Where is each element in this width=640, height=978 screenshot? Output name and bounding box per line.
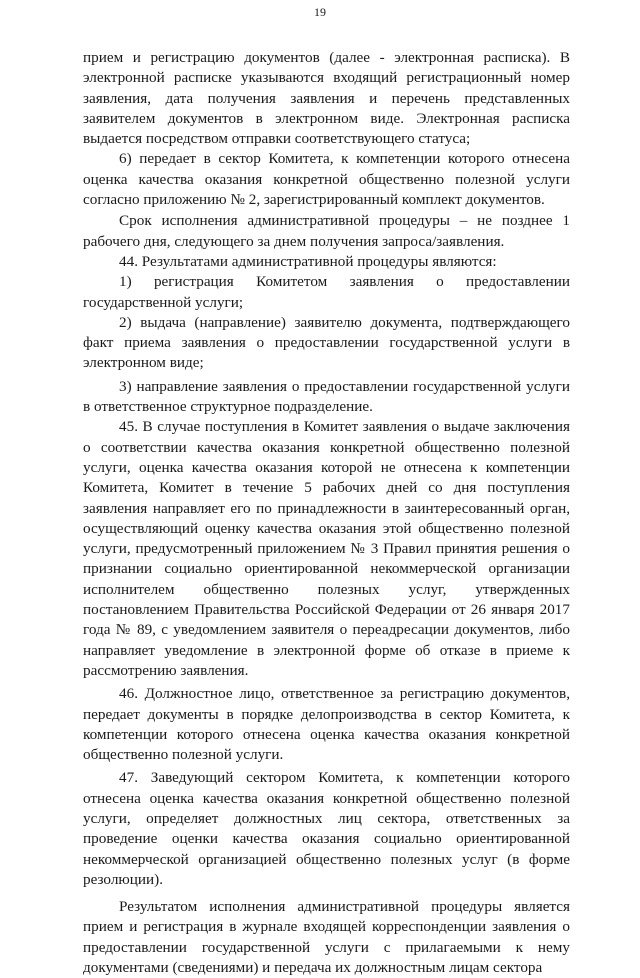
page-number: 19 <box>314 5 326 19</box>
paragraph-result-2: 2) выдача (направление) заявителю документа, подтверждающего факт приема заявления о предоставлении государственной услуги в электронном виде; <box>83 313 570 372</box>
paragraph-deadline: Срок исполнения административной процедуры – не позднее 1 рабочего дня, следующего за днем получения запроса/заявления. <box>83 212 570 250</box>
paragraph-result-summary: Результатом исполнения административной процедуры является прием и регистрация в журнале входящей корреспонденции заявления о предоставлении государственной услуги с прилагаемыми к нему документами (сведениями) и передача их должностным лицам сектора <box>83 898 570 977</box>
paragraph-44-heading: 44. Результатами административной процедуры являются: <box>119 252 497 270</box>
paragraph-item-6: 6) передает в сектор Комитета, к компетенции которого отнесена оценка качества оказания конкретной общественно полезной услуги согласно приложению № 2, зарегистрированный комплект документов. <box>83 150 570 209</box>
paragraph-electronic-receipt: прием и регистрацию документов (далее - электронная расписка). В электронной расписке указываются входящий регистрационный номер заявления, дата получения заявления и перечень представленных заявителем документов в электронном виде. Электронная расписка выдается посредством отправки соответствующего статуса; <box>83 49 570 148</box>
document-body <box>83 48 570 978</box>
paragraph-result-3: 3) направление заявления о предоставлении государственной услуги в ответственное структурное подразделение. <box>83 377 570 416</box>
paragraph-result-1: 1) регистрация Комитетом заявления о предоставлении государственной услуги; <box>83 273 570 311</box>
paragraph-46: 46. Должностное лицо, ответственное за регистрацию документов, передает документы в порядке делопроизводства в сектор Комитета, к компетенции которого отнесена оценка качества оказания конкретной общественно полезной услуги. <box>83 685 570 764</box>
paragraph-47: 47. Заведующий сектором Комитета, к компетенции которого отнесена оценка качества оказания конкретной общественно полезной услуги, определяет должностных лиц сектора, ответственных за проведение оценки качества оказания социально ориентированной некоммерческой организацией общественно полезных услуг (в форме резолюции). <box>83 769 570 888</box>
paragraph-45: 45. В случае поступления в Комитет заявления о выдаче заключения о соответствии качества оказания конкретной общественно полезной услуги, оценка качества оказания которой не отнесена к компетенции Комитета, Комитет в течение 5 рабочих дней со дня поступления заявления направляет его по принадлежности в заинтересованный орган, осуществляющий оценку качества оказания этой общественно полезной услуги, предусмотренный приложением № 3 Правил принятия решения о признании социально ориентированной некоммерческой организации исполнителем общественно полезных услуг, утвержденных постановлением Правительства Российской Федерации от 26 января 2017 года № 89, с уведомлением заявителя о переадресации документов, либо направляет уведомление в электронной форме об отказе в приеме к рассмотрению заявления. <box>83 418 570 679</box>
